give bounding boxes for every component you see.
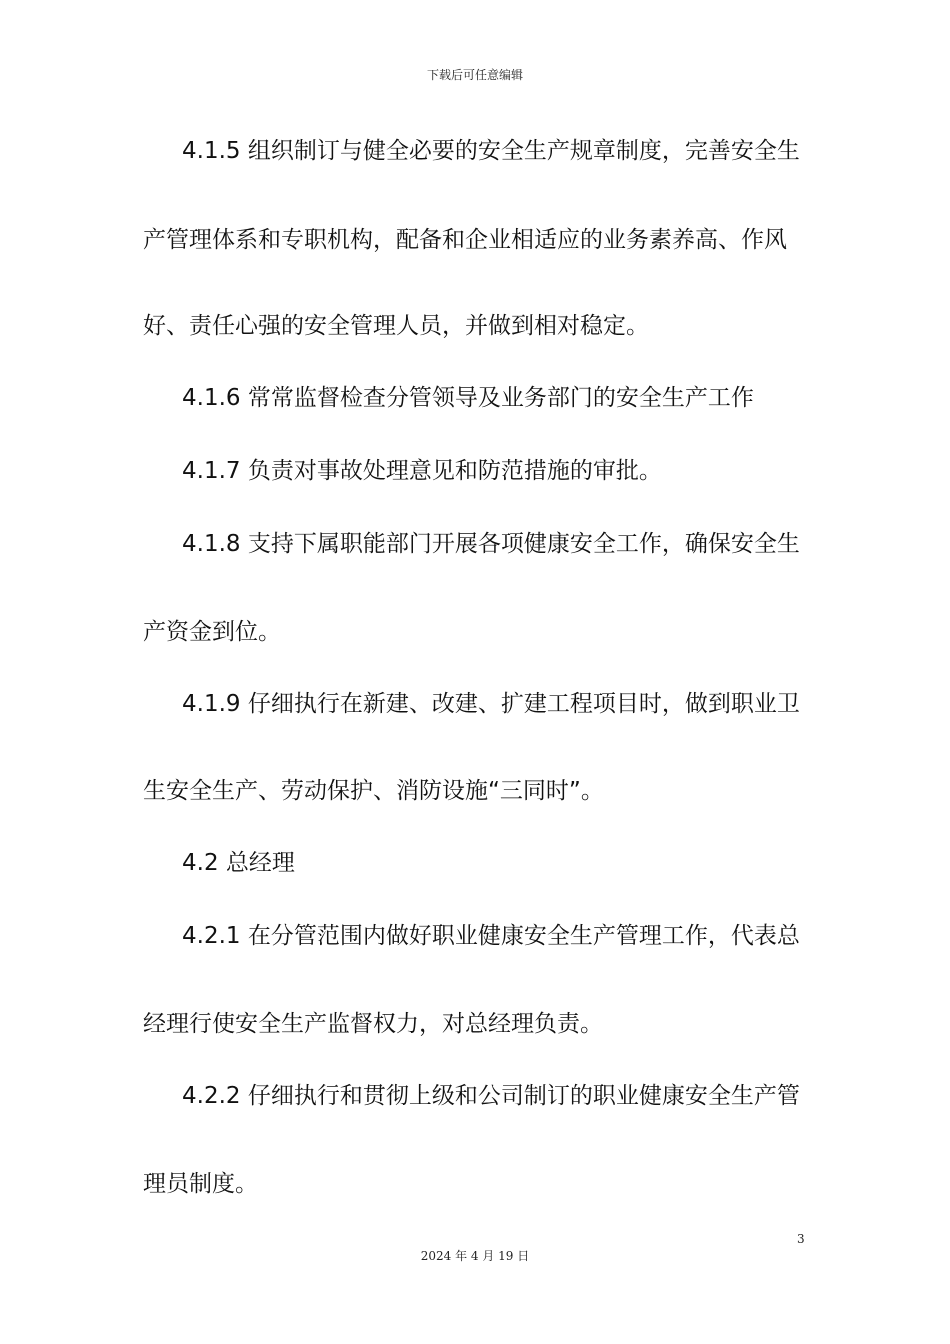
paragraph-4-1-5-line-3: 好、责任心强的安全管理人员，并做到相对稳定。 [143,313,649,339]
paragraph-4-2-1-line-1: 4.2.1 在分管范围内做好职业健康安全生产管理工作，代表总 [182,923,800,949]
paragraph-4-1-8-line-1: 4.1.8 支持下属职能部门开展各项健康安全工作，确保安全生 [182,531,800,557]
page-number: 3 [797,1232,805,1246]
paragraph-4-1-9-line-1: 4.1.9 仔细执行在新建、改建、扩建工程项目时，做到职业卫 [182,691,800,717]
paragraph-4-1-7: 4.1.7 负责对事故处理意见和防范措施的审批。 [182,458,662,484]
paragraph-4-2-1-line-2: 经理行使安全生产监督权力，对总经理负责。 [143,1011,603,1037]
paragraph-4-1-9-line-2: 生安全生产、劳动保护、消防设施“三同时”。 [143,778,604,804]
page-header: 下载后可任意编辑 [426,68,523,82]
section-heading-4-2: 4.2 总经理 [182,850,295,876]
paragraph-4-1-5-line-2: 产管理体系和专职机构，配备和企业相适应的业务素养高、作风 [143,227,787,253]
paragraph-4-2-2-line-1: 4.2.2 仔细执行和贯彻上级和公司制订的职业健康安全生产管 [182,1083,800,1109]
paragraph-4-1-8-line-2: 产资金到位。 [143,619,281,645]
paragraph-4-1-6: 4.1.6 常常监督检查分管领导及业务部门的安全生产工作 [182,385,754,411]
paragraph-4-2-2-line-2: 理员制度。 [143,1171,258,1197]
paragraph-4-1-5-line-1: 4.1.5 组织制订与健全必要的安全生产规章制度，完善安全生 [182,138,800,164]
footer-date: 2024 年 4 月 19 日 [420,1249,530,1263]
